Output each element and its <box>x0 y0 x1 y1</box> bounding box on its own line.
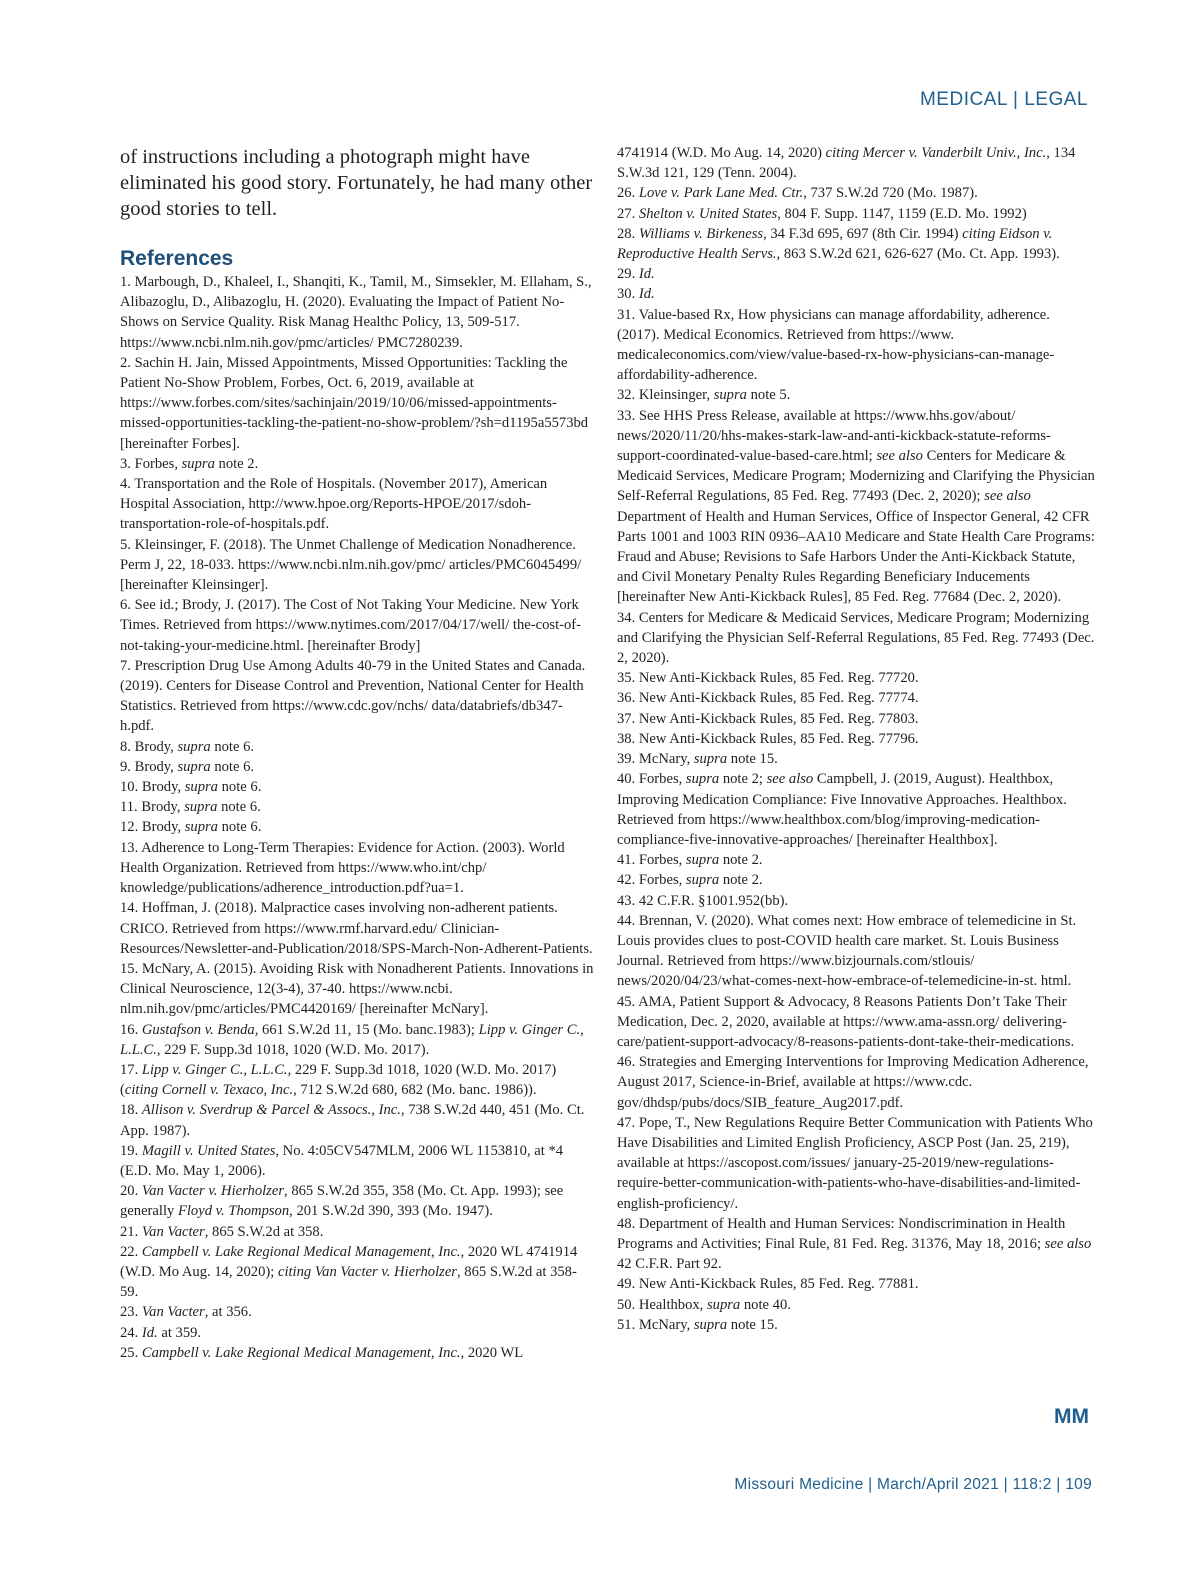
reference-italic-text: Lipp v. Ginger C., L.L.C. <box>120 1021 584 1058</box>
reference-item <box>120 353 595 454</box>
reference-italic-text: Shelton v. United States <box>638 205 778 222</box>
reference-item <box>120 1020 595 1060</box>
reference-text: 47. Pope, T., New Regulations Require Better Communication with Patients Who Have Disabilities and Limited English Proficiency, ASCP Post (Jan. 25, 219), available at https://ascopost.com/issues/ january-25-2019/new-regulations-require-better-communication-with-patients-who-have-disabilities-and-limited-english-proficiency/. <box>617 1114 1093 1212</box>
reference-italic-text: Magill v. United States <box>141 1142 276 1159</box>
reference-text: note 6. <box>217 819 262 836</box>
reference-text: , 2020 WL <box>460 1344 524 1361</box>
reference-italic-text: Id. <box>638 266 655 283</box>
reference-text: 35. New Anti-Kickback Rules, 85 Fed. Reg. 77720. <box>617 670 919 687</box>
reference-text: 43. 42 C.F.R. §1001.952(bb). <box>617 892 789 909</box>
reference-text: 32. Kleinsinger, <box>617 387 714 404</box>
left-column <box>120 144 595 1363</box>
reference-italic-text: Floyd v. Thompson <box>177 1203 290 1220</box>
reference-text: , 865 S.W.2d at 358-59. <box>120 1263 577 1301</box>
reference-item <box>120 595 595 656</box>
reference-text: 34. Centers for Medicare & Medicaid Services, Medicare Program; Modernizing and Clarifying the Physician Self-Referral Regulations, 85 Fed. Reg. 77493 (Dec. 2, 2020). <box>617 609 1095 667</box>
reference-item <box>617 1274 1095 1294</box>
reference-item <box>617 284 1095 304</box>
reference-item <box>617 891 1095 911</box>
reference-text: 31. Value-based Rx, How physicians can manage affordability, adherence. (2017). Medical Economics. Retrieved from https://www. medicaleconomics.com/view/value-based-rx-how-physicians-can-manage-affordability-adherence. <box>617 306 1055 384</box>
reference-text: note 2. <box>719 872 763 889</box>
reference-text: 51. McNary, <box>617 1316 694 1333</box>
reference-text: note 2. <box>719 852 763 869</box>
reference-item <box>120 1242 595 1303</box>
reference-text: 14. Hoffman, J. (2018). Malpractice cases involving non-adherent patients. CRICO. Retrieved from https://www.rmf.harvard.edu/ Clinician-Resources/Newsletter-and-Publication/2018/SPS-March-Non-Adherent-Patients. <box>120 900 593 957</box>
reference-italic-text: citing Cornell v. Texaco, Inc. <box>124 1082 294 1099</box>
reference-italic-text: supra <box>184 799 218 816</box>
reference-text: , 229 F. Supp.3d 1018, 1020 (W.D. Mo. 2017). <box>156 1041 430 1058</box>
reference-text: 42 C.F.R. Part 92. <box>617 1256 722 1273</box>
reference-text: note 2; <box>719 771 767 788</box>
reference-text: 46. Strategies and Emerging Interventions for Improving Medication Adherence, August 2017, Science-in-Brief, available at https://www.cdc. gov/dhdsp/pubs/docs/SIB_feature_Aug2017.pdf. <box>617 1054 1089 1111</box>
reference-item <box>617 1295 1095 1315</box>
reference-text: 22. <box>120 1243 142 1260</box>
reference-item <box>120 797 595 817</box>
reference-text: 26. <box>617 185 639 202</box>
reference-italic-text: supra <box>184 819 218 836</box>
reference-text: 11. Brody, <box>120 799 185 816</box>
reference-item <box>120 1222 595 1242</box>
reference-item <box>617 709 1095 729</box>
reference-item <box>617 264 1095 284</box>
reference-text: 42. Forbes, <box>617 872 686 889</box>
reference-italic-text: see also <box>1044 1235 1092 1252</box>
reference-text: note 15. <box>727 751 778 768</box>
reference-text: , 865 S.W.2d at 358. <box>204 1223 324 1240</box>
reference-text: 15. McNary, A. (2015). Avoiding Risk with Nonadherent Patients. Innovations in Clinical Neuroscience, 12(3-4), 37-40. https://www.ncbi. nlm.nih.gov/pmc/articles/PMC4420169/ [hereinafter McNary]. <box>120 960 594 1018</box>
reference-text: 21. <box>120 1223 142 1240</box>
reference-item <box>617 224 1095 264</box>
reference-item <box>120 959 595 1020</box>
reference-text: 29. <box>617 266 639 283</box>
reference-text: , 201 S.W.2d 390, 393 (Mo. 1947). <box>289 1203 493 1220</box>
reference-text: 4. Transportation and the Role of Hospitals. (November 2017), American Hospital Association, http://www.hpoe.org/Reports-HPOE/2017/sdoh-transportation-role-of-hospitals.pdf. <box>120 476 548 533</box>
reference-text: 41. Forbes, <box>617 852 686 869</box>
reference-text: 7. Prescription Drug Use Among Adults 40-79 in the United States and Canada. (2019). Centers for Disease Control and Prevention, National Center for Health Statistics. Retrieved from https://www.cdc.gov/nchs/ data/databriefs/db347-h.pdf. <box>120 657 586 735</box>
reference-item <box>617 911 1095 992</box>
reference-italic-text: Campbell v. Lake Regional Medical Management, Inc. <box>141 1344 461 1361</box>
reference-italic-text: supra <box>693 1316 728 1333</box>
reference-text: , 737 S.W.2d 720 (Mo. 1987). <box>803 185 978 202</box>
reference-text: note 15. <box>727 1316 778 1333</box>
reference-item <box>120 838 595 899</box>
reference-item <box>120 1302 595 1322</box>
reference-text: 10. Brody, <box>120 779 185 796</box>
reference-italic-text: supra <box>685 852 720 869</box>
reference-item <box>120 454 595 474</box>
reference-text: 48. Department of Health and Human Services: Nondiscrimination in Health Programs and Activities; Final Rule, 81 Fed. Reg. 31376, May 18, 2016; <box>617 1215 1066 1252</box>
reference-italic-text: supra <box>184 779 218 796</box>
reference-text: Centers for Medicare & Medicaid Services, Medicare Program; Modernizing and Clarifying the Physician Self-Referral Regulations, 85 Fed. Reg. 77493 (Dec. 2, 2020); <box>617 448 1095 505</box>
reference-text: 4741914 (W.D. Mo Aug. 14, 2020) <box>617 145 826 161</box>
reference-item <box>120 817 595 837</box>
reference-item <box>120 1343 595 1363</box>
end-mark-logo: MM <box>1054 1405 1089 1428</box>
reference-item <box>617 1315 1095 1335</box>
reference-text: note 40. <box>740 1296 791 1313</box>
reference-italic-text: see also <box>876 448 923 465</box>
reference-italic-text: Love v. Park Lane Med. Ctr. <box>638 185 804 202</box>
reference-italic-text: Id. <box>638 286 655 303</box>
reference-item <box>617 204 1095 224</box>
reference-item <box>120 1181 595 1221</box>
reference-italic-text: Van Vacter <box>141 1223 205 1240</box>
reference-item <box>617 769 1095 850</box>
reference-item <box>617 668 1095 688</box>
reference-text: 17. <box>120 1061 142 1078</box>
reference-item <box>617 870 1095 890</box>
reference-text: 50. Healthbox, <box>617 1296 707 1313</box>
reference-italic-text: supra <box>713 387 747 404</box>
reference-item <box>120 898 595 959</box>
reference-item <box>617 305 1095 386</box>
reference-text: note 6. <box>210 758 255 775</box>
reference-item <box>120 535 595 596</box>
reference-text: , No. 4:05CV547MLM, 2006 WL 1153810, at *4 (E.D. Mo. May 1, 2006). <box>120 1142 564 1179</box>
reference-italic-text: citing Van Vacter v. Hierholzer <box>277 1263 457 1280</box>
reference-text: 8. Brody, <box>120 738 178 755</box>
reference-text: 25. <box>120 1344 142 1361</box>
reference-italic-text: see also <box>766 771 814 788</box>
reference-text: 37. New Anti-Kickback Rules, 85 Fed. Reg. 77803. <box>617 710 919 727</box>
reference-italic-text: supra <box>181 455 215 472</box>
reference-italic-text: see also <box>984 488 1031 505</box>
reference-italic-text: supra <box>693 751 728 768</box>
reference-text: 40. Forbes, <box>617 771 686 788</box>
reference-text: , 661 S.W.2d 11, 15 (Mo. banc.1983); <box>254 1021 479 1038</box>
reference-text: 6. See id.; Brody, J. (2017). The Cost of Not Taking Your Medicine. New York Times. Retrieved from https://www.nytimes.com/2017/04/17/well/ the-cost-of-not-taking-your-medicine.html. [hereinafter Brody] <box>120 597 581 654</box>
reference-text: note 6. <box>217 799 261 816</box>
intro-paragraph: of instructions including a photograph might have eliminated his good story. Fortunately, he had many other good stories to tell. <box>120 146 593 220</box>
reference-item <box>120 737 595 757</box>
reference-text: 49. New Anti-Kickback Rules, 85 Fed. Reg. 77881. <box>617 1276 919 1293</box>
reference-item <box>617 688 1095 708</box>
reference-item <box>120 656 595 737</box>
reference-text: 33. See HHS Press Release, available at https://www.hhs.gov/about/ news/2020/11/20/hhs-makes-stark-law-and-anti-kickback-statute-reforms-support-coordinated-value-based-care.html; <box>617 407 1051 465</box>
reference-text: 13. Adherence to Long-Term Therapies: Evidence for Action. (2003). World Health Organization. Retrieved from https://www.who.int/chp/ knowledge/publications/adherence_introduction.pdf?ua=1. <box>120 839 565 897</box>
reference-item <box>120 474 595 535</box>
reference-item <box>617 1052 1095 1113</box>
reference-italic-text: Williams v. Birkeness <box>638 225 764 242</box>
references-list-right <box>617 143 1095 1335</box>
reference-text: , 229 F. Supp.3d 1018, 1020 (W.D. Mo. 2017) ( <box>120 1061 557 1099</box>
reference-text: 24. <box>120 1324 142 1341</box>
reference-text: 44. Brennan, V. (2020). What comes next: How embrace of telemedicine in St. Louis provides clues to post-COVID health care market. St. Louis Business Journal. Retrieved from https://www.bizjournals.com/stlouis/ news/2020/04/23/what-comes-next-how-embrace-of-telemedicine-in-st. html. <box>617 912 1077 990</box>
reference-item <box>120 777 595 797</box>
reference-italic-text: Id. <box>141 1324 158 1341</box>
reference-italic-text: Lipp v. Ginger C., L.L.C. <box>141 1061 288 1078</box>
reference-item <box>120 757 595 777</box>
references-list-left <box>120 272 595 1363</box>
reference-text: , 34 F.3d 695, 697 (8th Cir. 1994) <box>763 225 963 242</box>
reference-text: 3. Forbes, <box>120 455 182 472</box>
reference-text: 12. Brody, <box>120 819 185 836</box>
reference-italic-text: Gustafson v. Benda <box>141 1021 255 1038</box>
reference-italic-text: supra <box>706 1296 741 1313</box>
reference-text: 36. New Anti-Kickback Rules, 85 Fed. Reg. 77774. <box>617 690 919 707</box>
reference-item <box>617 1214 1095 1275</box>
reference-text: 45. AMA, Patient Support & Advocacy, 8 Reasons Patients Don’t Take Their Medication, Dec. 2, 2020, available at https://www.ama-assn.org/ delivering-care/patient-support-advocacy/8-reasons-patients-dont-take-their-medications. <box>617 993 1075 1050</box>
reference-text: 16. <box>120 1021 142 1038</box>
reference-italic-text: supra <box>177 738 211 755</box>
reference-text: 2. Sachin H. Jain, Missed Appointments, Missed Opportunities: Tackling the Patient No-Show Problem, Forbes, Oct. 6, 2019, available at https://www.forbes.com/sites/sachinjain/2019/10/06/missed-appointments-missed-opportunities-tackling-the-patient-no-show-problem/?sh=d1195a5573bd [hereinafter Forbes]. <box>120 354 589 452</box>
reference-text: 18. <box>120 1102 142 1119</box>
reference-text: 9. Brody, <box>120 758 178 775</box>
reference-text: 1. Marbough, D., Khaleel, I., Shanqiti, K., Tamil, M., Simsekler, M. Ellaham, S., Alibazoglu, D., Alibazoglu, H. (2020). Evaluating the Impact of Patient No-Shows on Service Quality. Risk Manag Healthc Policy, 13, 509-517. https://www.ncbi.nlm.nih.gov/pmc/articles/ PMC7280239. <box>120 274 592 351</box>
reference-text: 5. Kleinsinger, F. (2018). The Unmet Challenge of Medication Nonadherence. Perm J, 22, 18-033. https://www.ncbi.nlm.nih.gov/pmc/ articles/PMC6045499/ [hereinafter Kleinsinger]. <box>120 536 582 594</box>
reference-italic-text: supra <box>685 771 720 788</box>
reference-italic-text: citing Mercer v. Vanderbilt Univ., Inc. <box>825 145 1047 161</box>
reference-text: 20. <box>120 1183 142 1200</box>
reference-text: note 6. <box>210 738 255 755</box>
reference-item <box>617 729 1095 749</box>
reference-item <box>617 1113 1095 1214</box>
right-column <box>617 143 1095 1335</box>
reference-text: Campbell, J. (2019, August). Healthbox, Improving Medication Compliance: Five Innovative Approaches. Healthbox. Retrieved from https://www.healthbox.com/blog/improving-medication-compliance-five-innovative-approaches/ [hereinafter Healthbox]. <box>617 771 1067 848</box>
reference-item <box>617 749 1095 769</box>
reference-item <box>617 992 1095 1053</box>
reference-text: 27. <box>617 205 639 222</box>
reference-italic-text: Van Vacter <box>141 1304 205 1321</box>
reference-text: , 863 S.W.2d 621, 626-627 (Mo. Ct. App. 1993). <box>776 246 1060 263</box>
reference-text: Department of Health and Human Services, Office of Inspector General, 42 CFR Parts 1001 and 1003 RIN 0936–AA10 Medicare and State Health Care Programs: Fraud and Abuse; Revisions to Safe Harbors Under the Anti-Kickback Statute, and Civil Monetary Penalty Rules Regarding Beneficiary Inducements [hereinafter New Anti-Kickback Rules], 85 Fed. Reg. 77684 (Dec. 2, 2020). <box>617 508 1095 606</box>
reference-text: , 804 F. Supp. 1147, 1159 (E.D. Mo. 1992) <box>777 205 1027 222</box>
reference-item <box>617 143 1095 183</box>
reference-text: , 2020 WL 4741914 (W.D. Mo Aug. 14, 2020); <box>120 1243 578 1280</box>
reference-text: , 738 S.W.2d 440, 451 (Mo. Ct. App. 1987). <box>120 1102 585 1139</box>
section-label: MEDICAL | LEGAL <box>919 89 1088 110</box>
reference-item <box>120 1323 595 1343</box>
reference-italic-text: supra <box>685 872 720 889</box>
reference-item <box>120 1060 595 1100</box>
reference-text: , 712 S.W.2d 680, 682 (Mo. banc. 1986)). <box>293 1082 537 1099</box>
page-footer: Missouri Medicine | March/April 2021 | 118:2 | 109 <box>734 1476 1092 1493</box>
reference-italic-text: Van Vacter v. Hierholzer <box>141 1183 285 1200</box>
reference-text: 39. McNary, <box>617 751 694 768</box>
references-heading: References <box>120 247 234 270</box>
reference-italic-text: Allison v. Sverdrup & Parcel & Assocs., Inc. <box>141 1102 401 1119</box>
reference-text: 38. New Anti-Kickback Rules, 85 Fed. Reg. 77796. <box>617 730 919 747</box>
reference-item <box>617 385 1095 405</box>
reference-text: note 2. <box>214 455 259 472</box>
reference-text: 30. <box>617 286 639 303</box>
reference-text: , at 356. <box>204 1304 252 1321</box>
reference-item <box>617 608 1095 669</box>
reference-text: 23. <box>120 1304 142 1321</box>
reference-item <box>120 272 595 353</box>
reference-item <box>120 1100 595 1140</box>
reference-text: 19. <box>120 1142 142 1159</box>
reference-text: 28. <box>617 225 639 242</box>
reference-text: , 865 S.W.2d 355, 358 (Mo. Ct. App. 1993); see generally <box>120 1183 564 1220</box>
reference-italic-text: citing Eidson v. Reproductive Health Servs. <box>617 225 1053 263</box>
reference-text: , 134 S.W.3d 121, 129 (Tenn. 2004). <box>617 145 1076 182</box>
reference-italic-text: Campbell v. Lake Regional Medical Management, Inc. <box>141 1243 461 1260</box>
reference-item <box>617 850 1095 870</box>
reference-text: at 359. <box>157 1324 202 1341</box>
reference-item <box>617 406 1095 608</box>
reference-italic-text: supra <box>177 758 211 775</box>
reference-text: note 5. <box>746 387 791 404</box>
reference-item <box>617 183 1095 203</box>
reference-item <box>120 1141 595 1181</box>
reference-text: note 6. <box>217 779 262 796</box>
